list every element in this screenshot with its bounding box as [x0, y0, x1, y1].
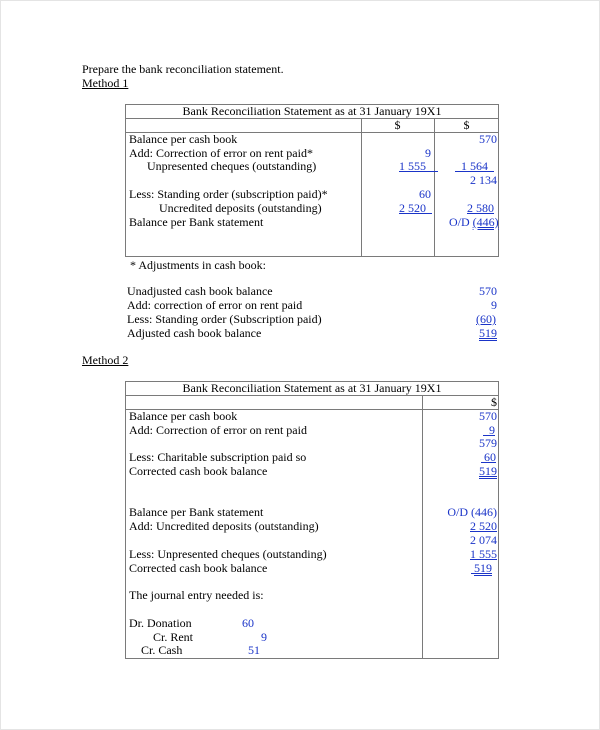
method1-col1-header: $	[394, 118, 401, 132]
m2-row-value: 9	[489, 423, 495, 437]
m2-row-value-wrap	[479, 464, 497, 478]
method1-col2-header: $	[463, 118, 470, 132]
adjustment-label: Adjusted cash book balance	[127, 326, 262, 340]
adjustment-label: Less: Standing order (Subscription paid)	[127, 312, 322, 326]
m2-row-value-wrap	[470, 519, 497, 533]
journal-value: 9	[261, 630, 267, 644]
m1-row-col2-prefix: O/D	[449, 215, 470, 229]
method2-table-title: Bank Reconciliation Statement as at 31 January 19X1	[182, 381, 442, 395]
method1-col-divider-2	[434, 118, 435, 257]
m2-row-value: 1 555	[470, 547, 497, 561]
m1-row-col1: 9	[425, 146, 431, 160]
m2-row-value: O/D (446)	[447, 505, 497, 519]
m1-row-col1: 60	[419, 187, 431, 201]
m2-row-value: 579	[479, 436, 497, 450]
m1-row-col1-wrap	[399, 159, 438, 173]
intro-text: Prepare the bank reconciliation statement.	[82, 62, 284, 76]
m2-row-value-wrap	[471, 561, 492, 575]
m1-row-col2-wrap	[467, 201, 494, 215]
journal-value: 60	[242, 616, 254, 630]
adjustment-label: Add: correction of error on rent paid	[127, 298, 303, 312]
m2-row-value-wrap	[481, 450, 496, 464]
m1-row-col2: 2 134	[470, 173, 497, 187]
adjustment-value-wrap	[476, 312, 496, 326]
adjustment-label: Unadjusted cash book balance	[127, 284, 273, 298]
m2-row-label: Balance per Bank statement	[129, 505, 264, 519]
method1-table-title: Bank Reconciliation Statement as at 31 January 19X1	[182, 104, 442, 118]
m1-row-col1-wrap	[399, 201, 432, 215]
journal-label: Cr. Rent	[153, 630, 194, 644]
m2-row-value: 60	[484, 450, 496, 464]
m2-row-label: Less: Unpresented cheques (outstanding)	[129, 547, 327, 561]
journal-intro: The journal entry needed is:	[129, 588, 264, 602]
m2-row-label: Add: Correction of error on rent paid	[129, 423, 307, 437]
m2-row-value-wrap	[470, 547, 497, 561]
m2-row-label: Balance per cash book	[129, 409, 238, 423]
method1-col-divider-1	[361, 118, 362, 257]
m1-row-label: Less: Standing order (subscription paid)*	[129, 187, 328, 201]
m2-row-label: Corrected cash book balance	[129, 561, 268, 575]
method2-col-divider	[422, 395, 423, 659]
m1-row-label: Unpresented cheques (outstanding)	[147, 159, 317, 173]
adjustment-value: 519	[479, 326, 497, 340]
m2-row-label: Add: Uncredited deposits (outstanding)	[129, 519, 319, 533]
m2-row-value: 570	[479, 409, 497, 423]
m1-row-label: Balance per Bank statement	[129, 215, 264, 229]
method2-heading: Method 2	[82, 353, 129, 367]
m1-row-col2-wrap	[449, 215, 499, 229]
m1-row-label: Uncredited deposits (outstanding)	[159, 201, 322, 215]
m2-row-value: 2 520	[470, 519, 497, 533]
m1-row-col2-wrap	[455, 159, 494, 173]
m1-row-label: Add: Correction of error on rent paid*	[129, 146, 313, 160]
m2-row-value: 519	[479, 464, 497, 478]
m2-row-label: Less: Charitable subscription paid so	[129, 450, 307, 464]
method1-heading: Method 1	[82, 76, 129, 90]
m1-row-col2: 570	[479, 132, 497, 146]
m1-row-col2: 2 580	[467, 201, 494, 215]
adjustment-value: 570	[479, 284, 497, 298]
m1-row-col1: 1 555	[399, 159, 426, 173]
method2-col-header: $	[491, 395, 497, 409]
adjustment-value: 9	[491, 298, 497, 312]
adjustments-note: * Adjustments in cash book:	[130, 258, 266, 272]
m2-row-value-wrap	[483, 423, 495, 437]
journal-label: Cr. Cash	[141, 643, 183, 657]
m1-row-col1: 2 520	[399, 201, 426, 215]
m1-row-col2: (446)	[472, 215, 499, 229]
journal-label: Dr. Donation	[129, 616, 192, 630]
adjustment-value-wrap	[479, 326, 497, 340]
m1-row-label: Balance per cash book	[129, 132, 238, 146]
m2-row-value: 2 074	[470, 533, 497, 547]
journal-value: 51	[248, 643, 260, 657]
adjustment-value: (60)	[476, 312, 496, 326]
m2-row-label: Corrected cash book balance	[129, 464, 268, 478]
m1-row-col2: 1 564	[461, 159, 488, 173]
m2-row-value: 519	[474, 561, 492, 575]
